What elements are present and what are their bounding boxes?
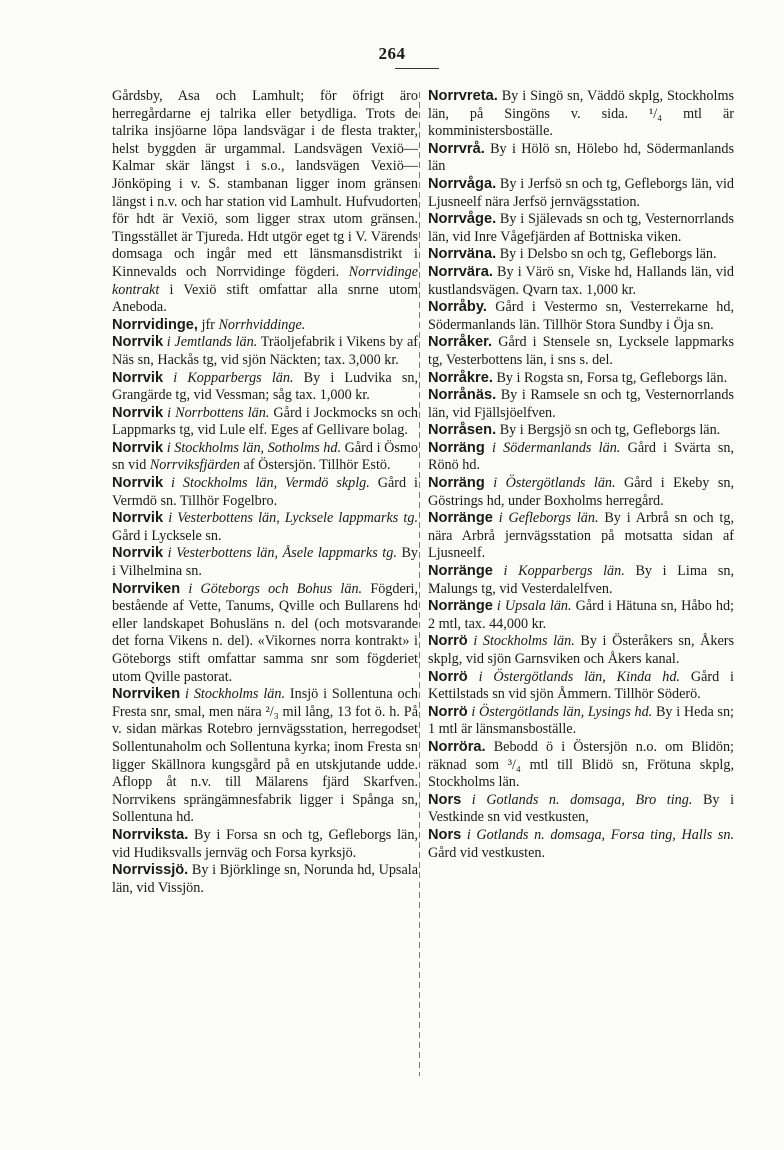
entry-italic-text: i Stockholms län, Sotholms hd. bbox=[163, 439, 342, 456]
dictionary-entry bbox=[428, 704, 734, 739]
entry-text: Gård i Vermdö sn. Tillhör Fogelbro. bbox=[112, 475, 418, 509]
dictionary-entry bbox=[112, 686, 418, 827]
entry-text: By i Delsbo sn och tg, Gefleborgs län. bbox=[496, 246, 717, 263]
entry-text: Gård i Svärta sn, Rönö hd. bbox=[428, 439, 734, 474]
entry-italic-text: i Jemtlands län. bbox=[163, 334, 258, 351]
entry-italic-text: i Östergötlands län, Kinda hd. bbox=[467, 668, 680, 685]
entry-text: Gård i Hätuna sn, Håbo hd; 2 mtl, tax. 44,000 kr. bbox=[428, 598, 735, 632]
entry-text: By i Ludvika sn, Grangärde tg, vid Vessman; såg tax. 1,000 kr. bbox=[112, 369, 418, 404]
left-column bbox=[112, 88, 418, 897]
entry-headword: Norrvik bbox=[112, 510, 164, 527]
entry-italic-text: i Östergötlands län, Lysings hd. bbox=[467, 703, 653, 720]
entry-headword: Norrviksta. bbox=[112, 826, 189, 843]
entry-headword: Norrväna. bbox=[428, 246, 497, 263]
entry-text: By i Rogsta sn, Forsa tg, Gefleborgs län. bbox=[492, 369, 728, 386]
entry-text: Gård i Lycksele sn. bbox=[112, 527, 222, 544]
entry-italic-text: Norrvidinge kontrakt bbox=[112, 263, 418, 298]
entry-text: By i Ramsele sn och tg, Vesternorrlands län, vid Fjällsjöelfven. bbox=[428, 387, 734, 421]
entry-text: By i Vilhelmina sn. bbox=[112, 545, 418, 580]
entry-headword: Norråkre. bbox=[428, 369, 493, 386]
page-number: 264 bbox=[378, 44, 406, 63]
entry-headword: Norrvära. bbox=[428, 263, 493, 280]
entry-italic-text: i Göteborgs och Bohus län. bbox=[180, 580, 363, 597]
dictionary-entry bbox=[112, 475, 418, 510]
entry-text: af Östersjön. Tillhör Estö. bbox=[239, 457, 391, 474]
entry-headword: Nors bbox=[428, 791, 462, 808]
entry-text: Gård vid vestkusten. bbox=[428, 844, 546, 861]
dictionary-entry bbox=[428, 598, 734, 633]
entry-headword: Norrviken bbox=[112, 686, 181, 703]
entry-text: By i Björklinge sn, Norunda hd, Upsala län, vid Vissjön. bbox=[112, 862, 418, 896]
entry-text: By i Heda sn; 1 mtl är länsmansboställe. bbox=[428, 703, 734, 738]
entry-italic-text: i Vesterbottens län, Åsele lappmarks tg. bbox=[163, 545, 397, 562]
dictionary-entry bbox=[112, 370, 418, 405]
dictionary-entry bbox=[112, 510, 418, 545]
entry-text: Gård i Vestermo sn, Vesterrekarne hd, Södermanlands län. Tillhör Stora Sundby i Öja sn. bbox=[428, 299, 734, 333]
entry-italic-text: i Gotlands n. domsaga, Forsa ting, Halls sn. bbox=[461, 826, 734, 843]
entry-headword: Norrö bbox=[428, 703, 468, 720]
dictionary-entry bbox=[112, 581, 418, 687]
dictionary-entry bbox=[112, 317, 418, 335]
entry-text: By i Österåkers sn, Åkers skplg, vid sjön Garnsviken och Åkers kanal. bbox=[428, 633, 734, 667]
entry-text: By i Forsa sn och tg, Gefleborgs län, vid Hudiksvalls jernväg och Forsa kyrksjö. bbox=[112, 826, 418, 861]
dictionary-entry bbox=[428, 563, 734, 598]
entry-text: By i Singö sn, Väddö skplg, Stockholms län, på Singöns v. sida. ¹/₄ mtl är komministersboställe. bbox=[428, 88, 734, 140]
entry-headword: Norråsen. bbox=[428, 422, 497, 439]
entry-italic-text: i Norrbottens län. bbox=[163, 404, 270, 421]
entry-italic-text: Norrviksfjärden bbox=[149, 457, 240, 474]
dictionary-entry bbox=[428, 370, 734, 388]
dictionary-entry bbox=[112, 440, 418, 475]
entry-italic-text: i Upsala län. bbox=[492, 598, 572, 615]
entry-headword: Norrvik bbox=[112, 475, 164, 492]
entry-headword: Norräng bbox=[428, 439, 485, 456]
dictionary-entry bbox=[428, 334, 734, 369]
entry-text: By i Bergsjö sn och tg, Gefleborgs län. bbox=[496, 422, 721, 439]
entry-text: By i Värö sn, Viske hd, Hallands län, vid kustlandsvägen. Qvarn tax. 1,000 kr. bbox=[428, 263, 734, 298]
entry-headword: Norråby. bbox=[428, 299, 487, 316]
dictionary-entry bbox=[428, 246, 734, 264]
entry-headword: Norräng bbox=[428, 475, 485, 492]
entry-text: By i Lima sn, Malungs tg, vid Vesterdalelfven. bbox=[428, 563, 734, 597]
entry-headword: Norrviken bbox=[112, 580, 181, 597]
entry-text: By i Hölö sn, Hölebo hd, Södermanlands län bbox=[428, 140, 734, 175]
entry-headword: Norränge bbox=[428, 510, 493, 527]
dictionary-entry bbox=[428, 475, 734, 510]
entry-headword: Norrö bbox=[428, 668, 468, 685]
dictionary-entry bbox=[428, 299, 734, 334]
dictionary-entry bbox=[428, 264, 734, 299]
dictionary-entry bbox=[112, 545, 418, 580]
entry-text: By i Vestkinde sn vid vestkusten, bbox=[428, 791, 735, 826]
entry-headword: Norränge bbox=[428, 598, 493, 615]
column-divider bbox=[419, 92, 420, 1076]
entry-text: i Vexiö stift omfattar alla snrne utom Aneboda. bbox=[112, 281, 418, 316]
entry-text: Träoljefabrik i Vikens by af Näs sn, Hackås tg, vid sjön Näckten; tax. 3,000 kr. bbox=[112, 334, 418, 368]
entry-italic-text: i Stockholms län, Vermdö skplg. bbox=[163, 475, 370, 492]
entry-text: Gård i Jockmocks sn och Lappmarks tg, vid Lule elf. Eges af Gellivare bolag. bbox=[112, 404, 419, 439]
entry-headword: Nors bbox=[428, 826, 462, 843]
right-column bbox=[428, 88, 734, 862]
entry-italic-text: i Gefleborgs län. bbox=[492, 510, 599, 527]
entry-text: By i Jerfsö sn och tg, Gefleborgs län, vid Ljusneelf nära Jerfsö jernvägsstation. bbox=[428, 175, 734, 210]
dictionary-entry bbox=[112, 334, 418, 369]
entry-italic-text: i Östergötlands län. bbox=[484, 475, 616, 492]
dictionary-entry bbox=[428, 633, 734, 668]
entry-italic-text: i Stockholms län. bbox=[467, 633, 575, 650]
dictionary-entry bbox=[428, 422, 734, 440]
entry-headword: Norrö bbox=[428, 633, 468, 650]
entry-italic-text: Norrhviddinge. bbox=[218, 316, 306, 333]
entry-headword: Norrvik bbox=[112, 334, 164, 351]
entry-text: Bebodd ö i Östersjön n.o. om Blidön; räknad som ³/₄ mtl till Blidö sn, Frötuna skplg, Stockholms län. bbox=[428, 738, 734, 791]
entry-italic-text: i Södermanlands län. bbox=[484, 439, 621, 456]
entry-text: Fögderi, bestående af Vette, Tanums, Qville och Bullarens hd eller landskapet Bohusläns n. del (och motsvarande det forna Vikens n. del). «Vikornes norra kontrakt» i Göteborgs stift omfattar samma snr som fögderiet utom Qville pastorat. bbox=[112, 580, 418, 685]
entry-headword: Norränge bbox=[428, 563, 493, 580]
entry-headword: Norrånäs. bbox=[428, 387, 497, 404]
page-number-rule bbox=[395, 68, 439, 69]
entry-italic-text: i Kopparbergs län. bbox=[492, 563, 625, 580]
entry-italic-text: i Kopparbergs län. bbox=[163, 369, 294, 386]
entry-headword: Norrvåga. bbox=[428, 175, 497, 192]
entry-text: Gårdsby, Asa och Lamhult; för öfrigt äro herregårdarne ej talrika eller betydliga. Trots de talrika insjöarne löpa landsvägar i de flesta trakter, helst byggden är urgammal. Landsvägen Vexiö—Kalmar skär längst i s.o., landsvägen Vexiö—Jönköping i v. S. stambanan ligger inom gränsen längst i n.v. och har station vid Lamhult. Hufvudorten för hdt är Vexiö, som ligger strax utom gränsen. Tingsstället är Tjureda. Hdt utgör eget tg i V. Värends domsaga och ingår med ett länsmansdistrikt i Kinnevalds och Norrvidinge fögderi. bbox=[112, 88, 418, 280]
entry-text: Gård i Kettilstads sn vid sjön Åmmern. Tillhör Söderö. bbox=[428, 668, 734, 703]
dictionary-entry bbox=[112, 862, 418, 897]
entry-text: By i Arbrå sn och tg, nära Arbrå jernvägsstation på motsatta sidan af Ljusneelf. bbox=[428, 510, 734, 562]
entry-text: Insjö i Sollentuna och Fresta snr, smal, men nära ²/₃ mil lång, 13 fot ö. h. På v. sidan märkas Rotebro jernvägsstation, herregodset Sollentunaholm och Sollentuna kyrka; inom Fresta sn ligger Skällnora kungsgård på en utskjutande udde. Aflopp åt n.v. till Mälarens fjärd Skarfven. Norrvikens sprängämnesfabrik ligger i Spånga sn, Sollentuna hd. bbox=[112, 686, 418, 826]
dictionary-entry bbox=[428, 739, 734, 792]
entry-headword: Norrvåge. bbox=[428, 211, 497, 228]
dictionary-entry bbox=[112, 405, 418, 440]
entry-italic-text: i Gotlands n. domsaga, Bro ting. bbox=[461, 791, 693, 808]
dictionary-entry bbox=[428, 827, 734, 862]
entry-headword: Norrvik bbox=[112, 404, 164, 421]
entry-headword: Norrvissjö. bbox=[112, 862, 189, 879]
dictionary-entry bbox=[428, 387, 734, 422]
entry-headword: Norrvreta. bbox=[428, 88, 498, 104]
entry-headword: Norråker. bbox=[428, 334, 493, 351]
dictionary-entry bbox=[428, 792, 734, 827]
entry-text: Gård i Stensele sn, Lycksele lappmarks tg, Vesterbottens län, i sns s. del. bbox=[428, 334, 734, 368]
entry-headword: Norrvrå. bbox=[428, 140, 485, 157]
dictionary-entry bbox=[428, 88, 734, 141]
entry-text: By i Själevads sn och tg, Vesternorrlands län, vid Inre Vågefjärden af Bottniska viken. bbox=[428, 211, 734, 245]
entry-headword: Norrvidinge, bbox=[112, 316, 198, 333]
dictionary-entry bbox=[428, 440, 734, 475]
dictionary-entry bbox=[428, 176, 734, 211]
entry-headword: Norröra. bbox=[428, 738, 486, 755]
entry-italic-text: i Stockholms län. bbox=[180, 686, 285, 703]
entry-text: Gård i Ösmo sn vid bbox=[112, 439, 419, 474]
entry-text: jfr bbox=[197, 316, 219, 333]
entry-headword: Norrvik bbox=[112, 545, 164, 562]
dictionary-entry bbox=[428, 669, 734, 704]
entry-italic-text: i Vesterbottens län, Lycksele lappmarks tg. bbox=[163, 510, 418, 527]
dictionary-entry bbox=[428, 211, 734, 246]
dictionary-entry bbox=[112, 827, 418, 862]
dictionary-entry bbox=[112, 88, 418, 317]
entry-headword: Norrvik bbox=[112, 439, 164, 456]
entry-text: Gård i Ekeby sn, Göstrings hd, under Boxholms herregård. bbox=[428, 475, 734, 509]
dictionary-entry bbox=[428, 510, 734, 563]
dictionary-entry bbox=[428, 141, 734, 176]
entry-headword: Norrvik bbox=[112, 369, 164, 386]
